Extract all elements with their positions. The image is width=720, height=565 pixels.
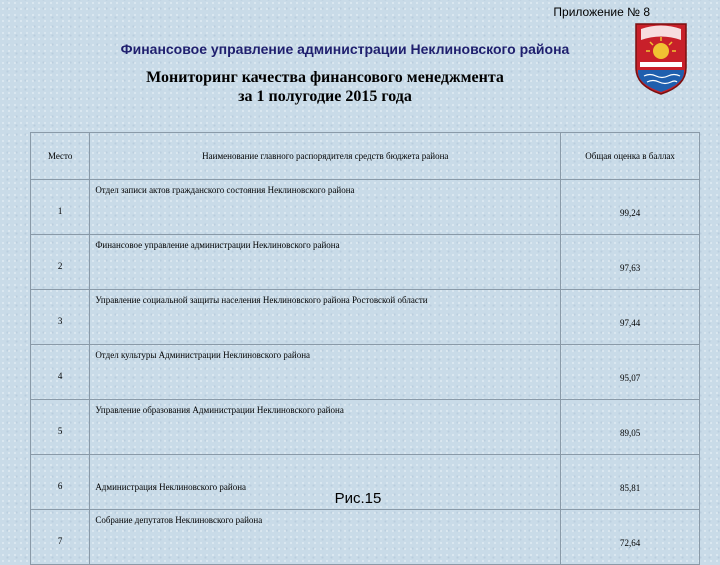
row-place: 5 xyxy=(31,400,90,455)
row-score: 99,24 xyxy=(561,180,700,235)
table-header-row xyxy=(31,133,700,180)
table-row xyxy=(31,510,700,565)
row-name: Администрация Неклиновского района xyxy=(90,455,561,510)
header-place: Место xyxy=(31,133,90,180)
row-name: Управление социальной защиты населения Неклиновского района Ростовской области xyxy=(90,290,561,345)
table-row xyxy=(31,345,700,400)
title-line-2: за 1 полугодие 2015 года xyxy=(238,88,412,105)
table-row xyxy=(31,180,700,235)
appendix-label: Приложение № 8 xyxy=(553,5,650,19)
table-row xyxy=(31,235,700,290)
row-score: 97,63 xyxy=(561,235,700,290)
row-score: 95,07 xyxy=(561,345,700,400)
title-line-1: Мониторинг качества финансового менеджмента xyxy=(146,69,504,86)
page-title xyxy=(100,68,550,106)
table-row xyxy=(31,400,700,455)
header-score: Общая оценка в баллах xyxy=(561,133,700,180)
row-name: Собрание депутатов Неклиновского района xyxy=(90,510,561,565)
row-score: 72,64 xyxy=(561,510,700,565)
row-place: 2 xyxy=(31,235,90,290)
row-place: 1 xyxy=(31,180,90,235)
row-score: 85,81 xyxy=(561,455,700,510)
row-score: 97,44 xyxy=(561,290,700,345)
figure-caption: Рис.15 xyxy=(334,490,382,507)
row-place: 7 xyxy=(31,510,90,565)
row-place: 4 xyxy=(31,345,90,400)
row-name: Отдел культуры Администрации Неклиновского района xyxy=(90,345,561,400)
row-name: Финансовое управление администрации Неклиновского района xyxy=(90,235,561,290)
coat-of-arms-icon xyxy=(632,20,690,96)
row-place: 3 xyxy=(31,290,90,345)
header-name: Наименование главного распорядителя средств бюджета района xyxy=(90,133,561,180)
row-name: Отдел записи актов гражданского состояния Неклиновского района xyxy=(90,180,561,235)
organization-title: Финансовое управление администрации Неклиновского района xyxy=(120,41,570,57)
table-row xyxy=(31,290,700,345)
row-score: 89,05 xyxy=(561,400,700,455)
row-place: 6 xyxy=(31,455,90,510)
row-name: Управление образования Администрации Неклиновского района xyxy=(90,400,561,455)
